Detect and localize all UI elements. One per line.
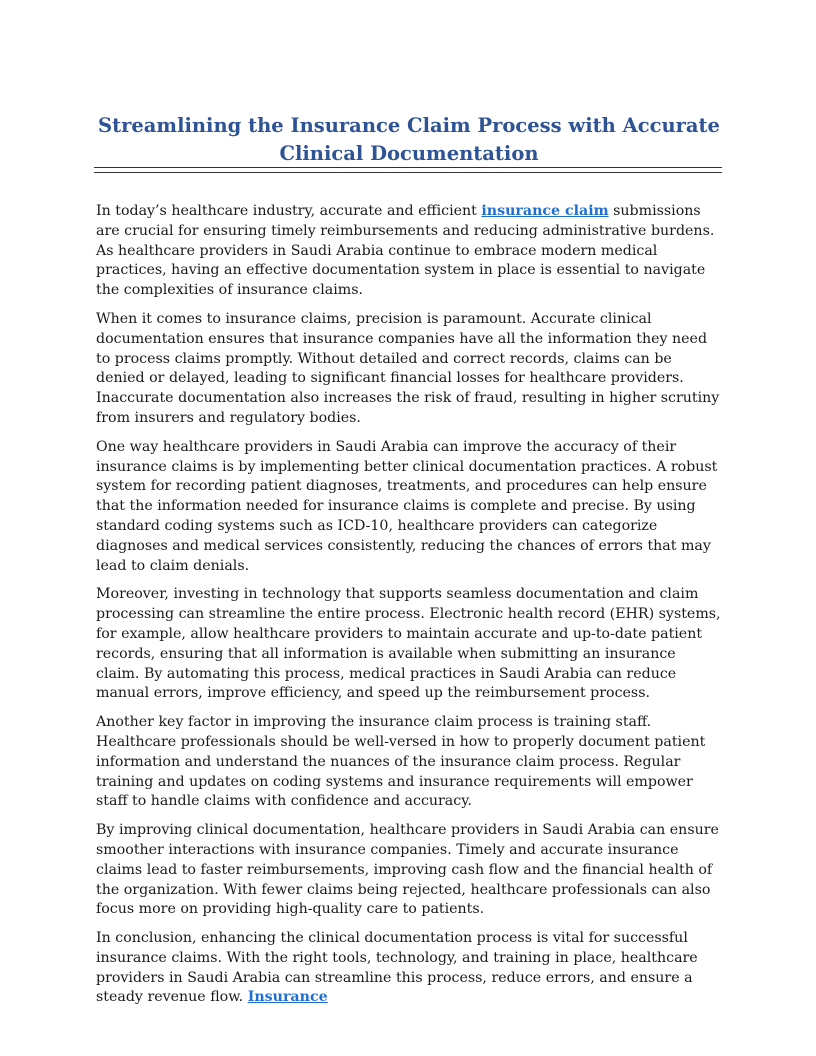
paragraph-7 <box>96 929 722 1008</box>
article-body <box>96 202 722 1017</box>
paragraph-1-text-b: submissions are crucial for ensuring timely reimbursements and reducing administrative burdens. As healthcare providers in Saudi Arabia continue to embrace modern medical practices, having an effective documentation system in place is essential to navigate the complexities of insurance claims. <box>96 203 715 299</box>
insurance-link[interactable]: Insurance <box>247 989 328 1006</box>
title-line-1: Streamlining the Insurance Claim Process with Accurate <box>98 114 720 137</box>
paragraph-3: One way healthcare providers in Saudi Arabia can improve the accuracy of their insurance claims is by implementing better clinical documentation practices. A robust system for recording patient diagnoses, treatments, and procedures can help ensure that the information needed for insurance claims is complete and precise. By using standard coding systems such as ICD-10, healthcare providers can categorize diagnoses and medical services consistently, reducing the chances of errors that may lead to claim denials. <box>96 438 718 574</box>
paragraph-2: When it comes to insurance claims, precision is paramount. Accurate clinical documentation ensures that insurance companies have all the information they need to process claims promptly. Without detailed and correct records, claims can be denied or delayed, leading to significant financial losses for healthcare providers. Inaccurate documentation also increases the risk of fraud, resulting in higher scrutiny from insurers and regulatory bodies. <box>96 310 720 426</box>
paragraph-4: Moreover, investing in technology that supports seamless documentation and claim processing can streamline the entire process. Electronic health record (EHR) systems, for example, allow healthcare providers to maintain accurate and up-to-date patient records, ensuring that all information is available when submitting an insurance claim. By automating this process, medical practices in Saudi Arabia can reduce manual errors, improve efficiency, and speed up the reimbursement process. <box>96 586 721 702</box>
title-line-2: Clinical Documentation <box>279 142 539 165</box>
paragraph-7-text: In conclusion, enhancing the clinical documentation process is vital for successful insurance claims. With the right tools, technology, and training in place, healthcare providers in Saudi Arabia can streamline this process, reduce errors, and ensure a steady revenue flow. <box>96 930 698 1006</box>
paragraph-6: By improving clinical documentation, healthcare providers in Saudi Arabia can ensure smoother interactions with insurance companies. Timely and accurate insurance claims lead to faster reimbursements, improving cash flow and the financial health of the organization. With fewer claims being rejected, healthcare professionals can also focus more on providing high-quality care to patients. <box>96 822 719 918</box>
paragraph-1 <box>96 202 722 301</box>
paragraph-5: Another key factor in improving the insurance claim process is training staff. Healthcare professionals should be well-versed in how to properly document patient information and understand the nuances of the insurance claim process. Regular training and updates on coding systems and insurance requirements will empower staff to handle claims with confidence and accuracy. <box>96 714 706 810</box>
insurance-claim-link[interactable]: insurance claim <box>481 203 609 219</box>
title-divider <box>94 167 722 173</box>
paragraph-1-text-a: In today’s healthcare industry, accurate and efficient <box>96 203 482 219</box>
page-title <box>96 112 722 168</box>
